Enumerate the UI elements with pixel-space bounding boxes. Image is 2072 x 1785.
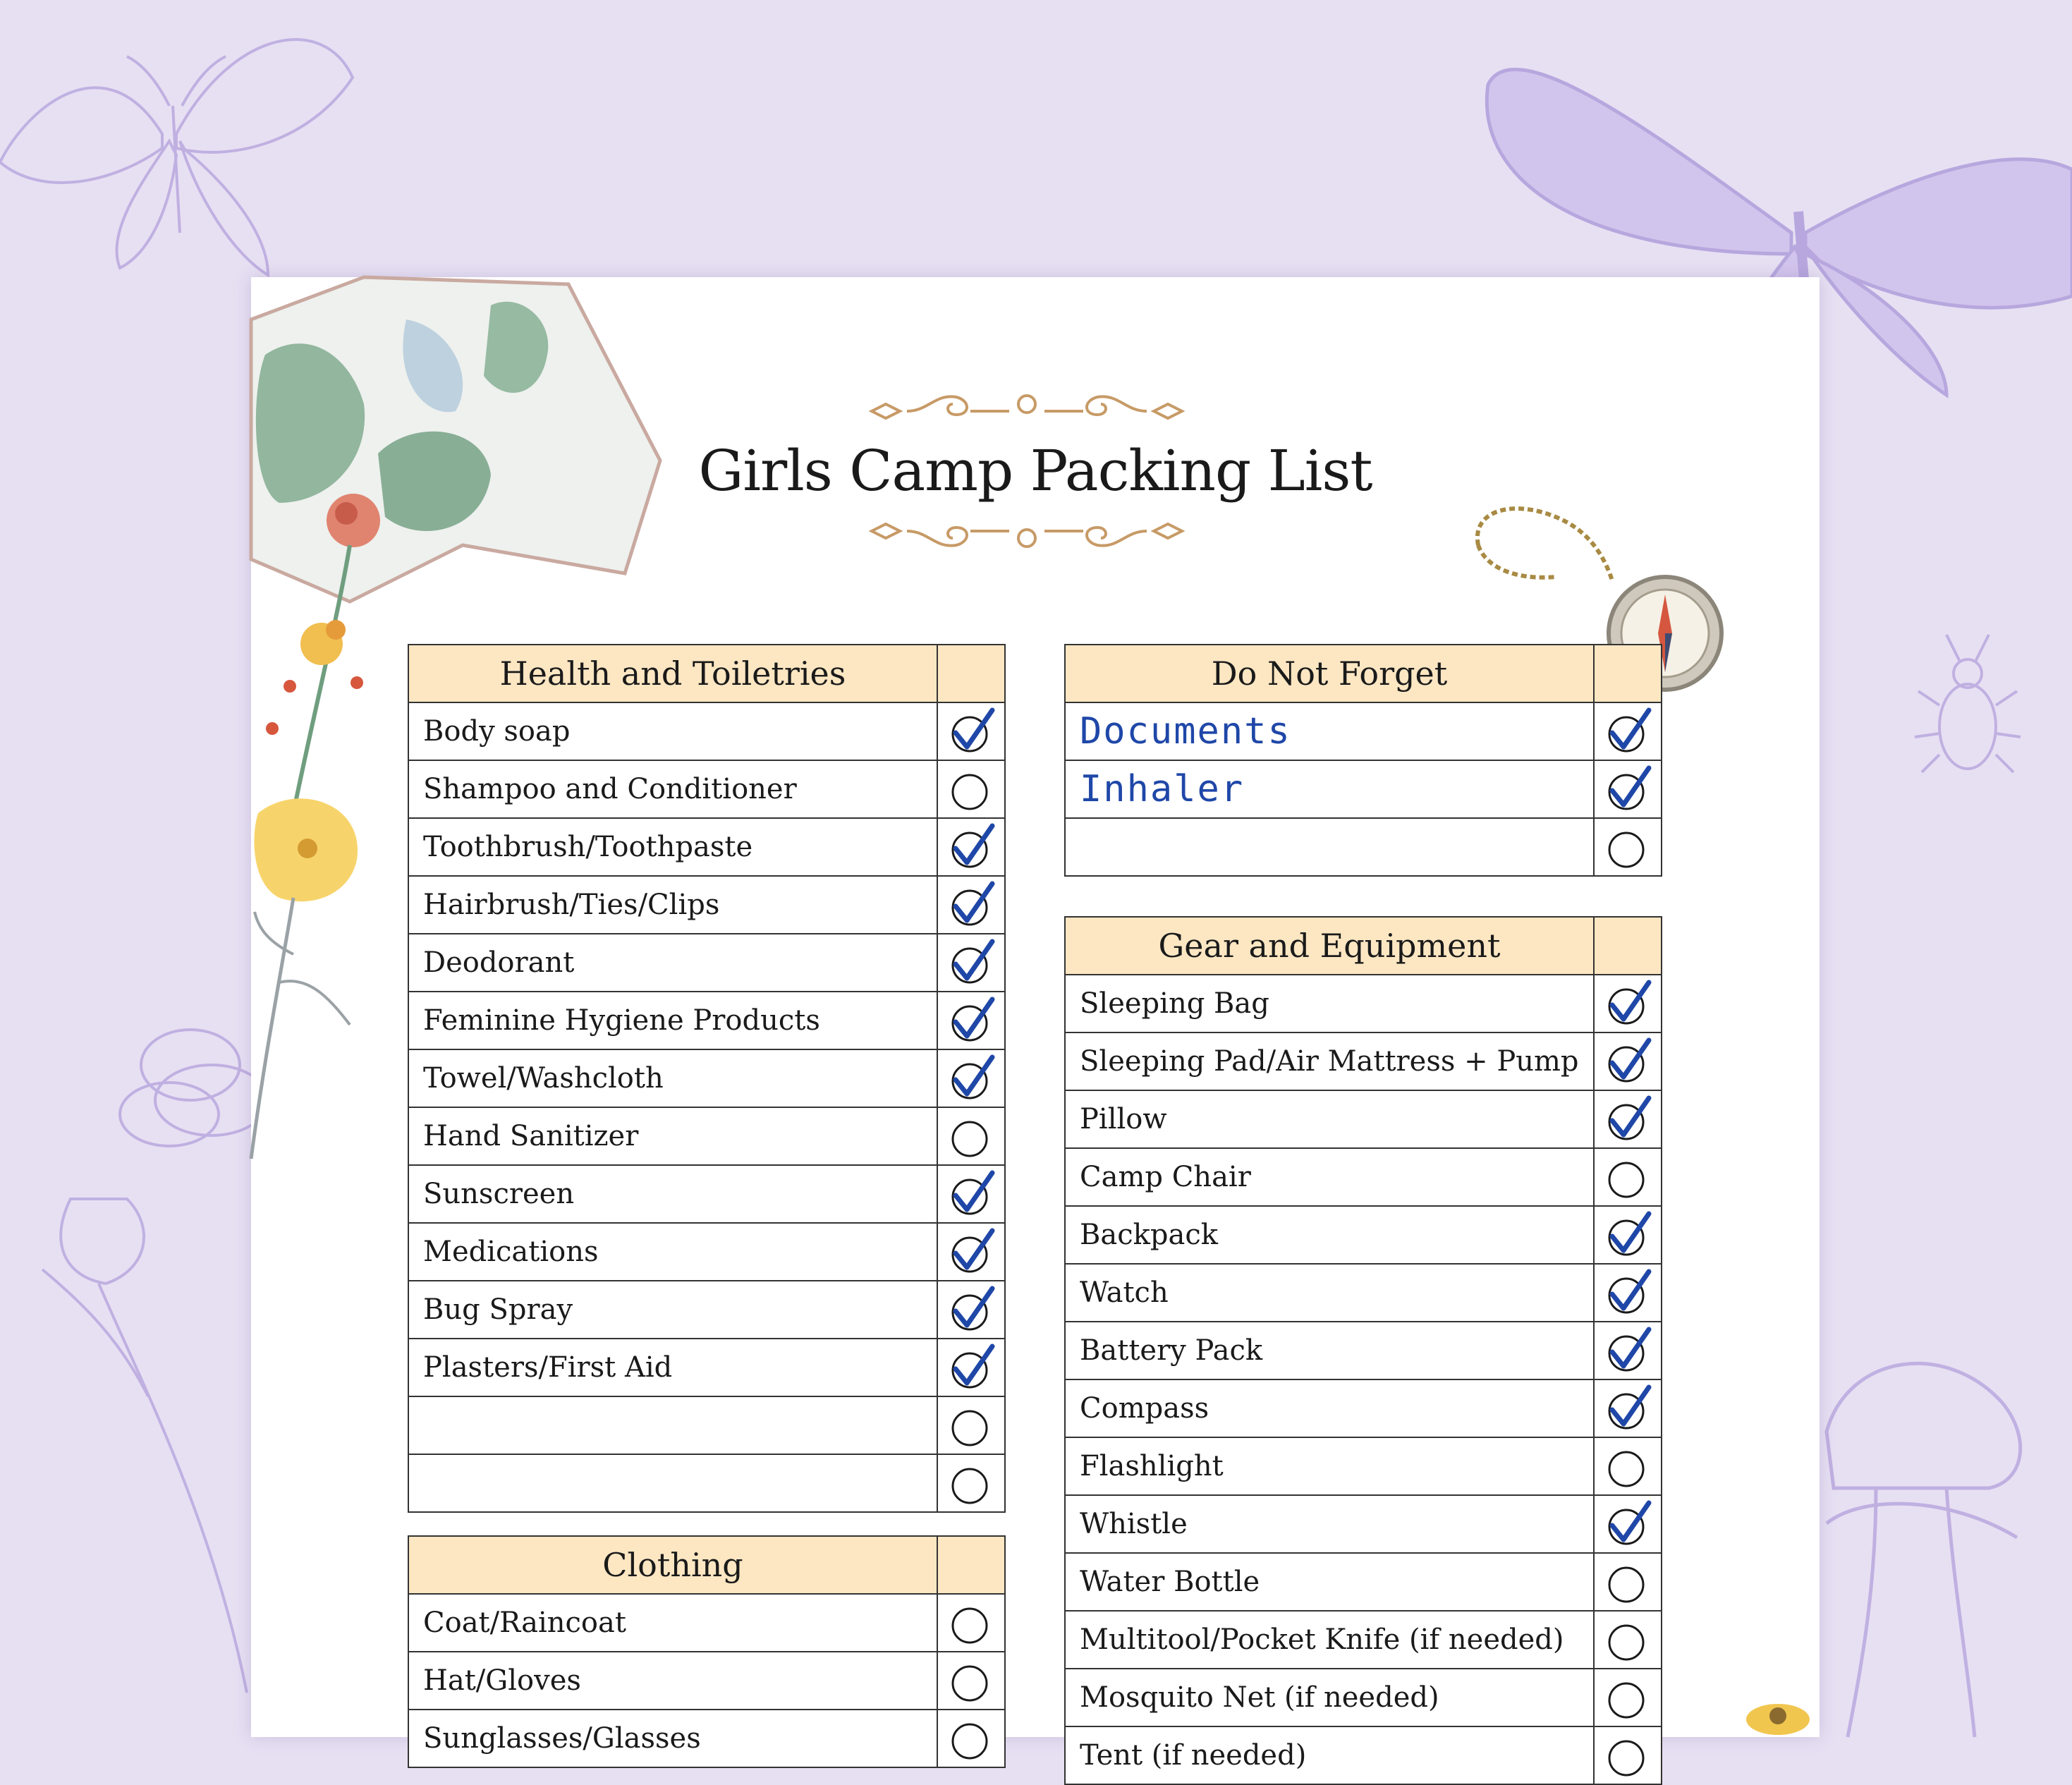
item-checkbox[interactable] (937, 1107, 1005, 1165)
checklist-row (1065, 1032, 1662, 1090)
item-label: Pillow (1065, 1090, 1594, 1148)
checklist-row (408, 702, 1005, 760)
mushroom-icon (1827, 1363, 2021, 1737)
checkmark-circle-icon[interactable] (1602, 764, 1653, 815)
checklist-row (408, 934, 1005, 992)
item-label: Camp Chair (1065, 1148, 1594, 1206)
item-checkbox[interactable] (1594, 1148, 1662, 1206)
empty-circle-icon[interactable] (946, 764, 997, 815)
checkmark-circle-icon[interactable] (946, 706, 997, 757)
empty-circle-icon[interactable] (946, 1597, 997, 1648)
section-header: Gear and Equipment (1065, 917, 1594, 975)
item-checkbox[interactable] (1594, 1322, 1662, 1379)
table-header-row (1065, 645, 1662, 702)
item-label: Compass (1065, 1379, 1594, 1437)
item-label: Documents (1065, 702, 1594, 760)
checkmark-circle-icon[interactable] (946, 1284, 997, 1335)
item-checkbox[interactable] (937, 1223, 1005, 1281)
item-checkbox[interactable] (937, 1339, 1005, 1396)
checkmark-circle-icon[interactable] (1602, 1036, 1653, 1087)
section-header: Do Not Forget (1065, 645, 1594, 702)
do-not-forget-table (1064, 644, 1662, 877)
empty-circle-icon[interactable] (946, 1713, 997, 1764)
checklist-row (1065, 760, 1662, 818)
packing-list-sheet (251, 277, 1820, 1772)
item-label: Sleeping Pad/Air Mattress + Pump (1065, 1032, 1594, 1090)
empty-circle-icon[interactable] (1602, 1556, 1653, 1607)
empty-circle-icon[interactable] (946, 1111, 997, 1162)
table-header-row (408, 1536, 1005, 1594)
item-label: Whistle (1065, 1495, 1594, 1553)
item-label: Sunscreen (408, 1165, 937, 1223)
item-checkbox[interactable] (1594, 1032, 1662, 1090)
item-checkbox[interactable] (1594, 1264, 1662, 1322)
item-checkbox[interactable] (937, 1165, 1005, 1223)
item-checkbox[interactable] (937, 702, 1005, 760)
checklist-row (1065, 1495, 1662, 1553)
item-label: Bug Spray (408, 1281, 937, 1339)
item-label: Shampoo and Conditioner (408, 760, 937, 818)
checklist-row (1065, 1379, 1662, 1437)
header-empty-cell (937, 1536, 1005, 1594)
item-checkbox[interactable] (937, 1454, 1005, 1512)
empty-circle-icon[interactable] (1602, 1152, 1653, 1202)
item-label: Water Bottle (1065, 1553, 1594, 1611)
checklist-row (1065, 1669, 1662, 1726)
title-flourish-bottom (865, 517, 1189, 559)
item-label: Hat/Gloves (408, 1652, 937, 1710)
empty-circle-icon[interactable] (1602, 1441, 1653, 1492)
item-checkbox[interactable] (937, 1281, 1005, 1339)
item-checkbox[interactable] (937, 876, 1005, 934)
checklist-row (1065, 1148, 1662, 1206)
item-checkbox[interactable] (937, 1710, 1005, 1767)
checklist-row (408, 1107, 1005, 1165)
item-label: Toothbrush/Toothpaste (408, 818, 937, 876)
checklist-row (1065, 975, 1662, 1032)
checkmark-circle-icon[interactable] (1602, 1325, 1653, 1376)
item-checkbox[interactable] (1594, 1206, 1662, 1264)
item-label: Hairbrush/Ties/Clips (408, 876, 937, 934)
item-label: Flashlight (1065, 1437, 1594, 1495)
checkmark-circle-icon[interactable] (946, 879, 997, 930)
checklist-row (408, 1049, 1005, 1107)
checkmark-circle-icon[interactable] (946, 1226, 997, 1277)
checklist-row (408, 876, 1005, 934)
item-label: Battery Pack (1065, 1322, 1594, 1379)
checkmark-circle-icon[interactable] (946, 1342, 997, 1393)
item-checkbox[interactable] (937, 818, 1005, 876)
checkmark-circle-icon[interactable] (1602, 1499, 1653, 1549)
checklist-row (408, 1339, 1005, 1396)
section-header: Health and Toiletries (408, 645, 937, 702)
flower-lineart-left-icon (42, 1030, 268, 1693)
item-label: Multitool/Pocket Knife (if needed) (1065, 1611, 1594, 1669)
item-checkbox[interactable] (937, 1652, 1005, 1710)
item-label: Body soap (408, 702, 937, 760)
empty-circle-icon[interactable] (946, 1400, 997, 1451)
empty-circle-icon[interactable] (946, 1655, 997, 1706)
item-checkbox[interactable] (1594, 760, 1662, 818)
checkmark-circle-icon[interactable] (946, 1169, 997, 1219)
item-checkbox[interactable] (1594, 1495, 1662, 1553)
checklist-row (1065, 1437, 1662, 1495)
checklist-row (1065, 1322, 1662, 1379)
item-checkbox[interactable] (937, 1049, 1005, 1107)
checkmark-circle-icon[interactable] (946, 822, 997, 872)
checklist-row (1065, 1553, 1662, 1611)
gear-equipment-table (1064, 916, 1662, 1785)
clothing-table (408, 1535, 1006, 1768)
item-checkbox[interactable] (937, 934, 1005, 992)
section-header: Clothing (408, 1536, 937, 1594)
header-empty-cell (937, 645, 1005, 702)
item-label: Feminine Hygiene Products (408, 992, 937, 1049)
item-checkbox[interactable] (1594, 1669, 1662, 1726)
checklist-row (1065, 1726, 1662, 1784)
item-label: Medications (408, 1223, 937, 1281)
small-flower-illustration (1739, 1688, 1817, 1737)
checklist-row (408, 1281, 1005, 1339)
checklist-row (408, 1165, 1005, 1223)
empty-circle-icon[interactable] (946, 1458, 997, 1509)
item-label: Coat/Raincoat (408, 1594, 937, 1652)
checklist-row (408, 1710, 1005, 1767)
item-checkbox[interactable] (1594, 1553, 1662, 1611)
item-checkbox[interactable] (1594, 1611, 1662, 1669)
item-checkbox[interactable] (1594, 975, 1662, 1032)
checklist-row (408, 760, 1005, 818)
item-checkbox[interactable] (1594, 818, 1662, 876)
checklist-row (1065, 1264, 1662, 1322)
item-checkbox[interactable] (937, 760, 1005, 818)
item-label (1065, 818, 1594, 876)
checklist-row (408, 1594, 1005, 1652)
checkmark-circle-icon[interactable] (946, 937, 997, 988)
checkmark-circle-icon[interactable] (1602, 1210, 1653, 1260)
item-label (408, 1396, 937, 1454)
empty-circle-icon[interactable] (1602, 822, 1653, 872)
header-empty-cell (1594, 917, 1662, 975)
health-toiletries-table (408, 644, 1006, 1513)
checklist-row (1065, 702, 1662, 760)
item-label (408, 1454, 937, 1512)
checklist-row (408, 1454, 1005, 1512)
item-checkbox[interactable] (1594, 1726, 1662, 1784)
checklist-row (1065, 1611, 1662, 1669)
item-label: Tent (if needed) (1065, 1726, 1594, 1784)
checklist-row (1065, 1090, 1662, 1148)
item-label: Hand Sanitizer (408, 1107, 937, 1165)
item-label: Backpack (1065, 1206, 1594, 1264)
table-header-row (1065, 917, 1662, 975)
item-checkbox[interactable] (937, 992, 1005, 1049)
item-label: Mosquito Net (if needed) (1065, 1669, 1594, 1726)
checkmark-circle-icon[interactable] (1602, 978, 1653, 1029)
checkmark-circle-icon[interactable] (1602, 1383, 1653, 1434)
item-checkbox[interactable] (1594, 1437, 1662, 1495)
checklist-row (1065, 1206, 1662, 1264)
item-checkbox[interactable] (937, 1594, 1005, 1652)
empty-circle-icon[interactable] (1602, 1614, 1653, 1665)
checklist-row (408, 992, 1005, 1049)
item-checkbox[interactable] (1594, 702, 1662, 760)
item-label: Sunglasses/Glasses (408, 1710, 937, 1767)
item-label: Watch (1065, 1264, 1594, 1322)
empty-circle-icon[interactable] (1602, 1672, 1653, 1723)
beetle-icon (1915, 635, 2021, 772)
item-label: Plasters/First Aid (408, 1339, 937, 1396)
item-label: Inhaler (1065, 760, 1594, 818)
item-checkbox[interactable] (937, 1396, 1005, 1454)
title-flourish-top (865, 383, 1189, 425)
header-empty-cell (1594, 645, 1662, 702)
empty-circle-icon[interactable] (1602, 1730, 1653, 1781)
item-checkbox[interactable] (1594, 1090, 1662, 1148)
item-label: Towel/Washcloth (408, 1049, 937, 1107)
checklist-row (1065, 818, 1662, 876)
item-label: Sleeping Bag (1065, 975, 1594, 1032)
checkmark-circle-icon[interactable] (1602, 706, 1653, 757)
checkmark-circle-icon[interactable] (946, 1053, 997, 1104)
checkmark-circle-icon[interactable] (1602, 1267, 1653, 1318)
checklist-row (408, 818, 1005, 876)
page-title: Girls Camp Packing List (698, 438, 1372, 504)
item-checkbox[interactable] (1594, 1379, 1662, 1437)
checkmark-circle-icon[interactable] (946, 995, 997, 1046)
checklist-row (408, 1396, 1005, 1454)
checkmark-circle-icon[interactable] (1602, 1094, 1653, 1145)
moth-left-icon (0, 39, 353, 275)
checklist-row (408, 1652, 1005, 1710)
checklist-row (408, 1223, 1005, 1281)
item-label: Deodorant (408, 934, 937, 992)
table-header-row (408, 645, 1005, 702)
